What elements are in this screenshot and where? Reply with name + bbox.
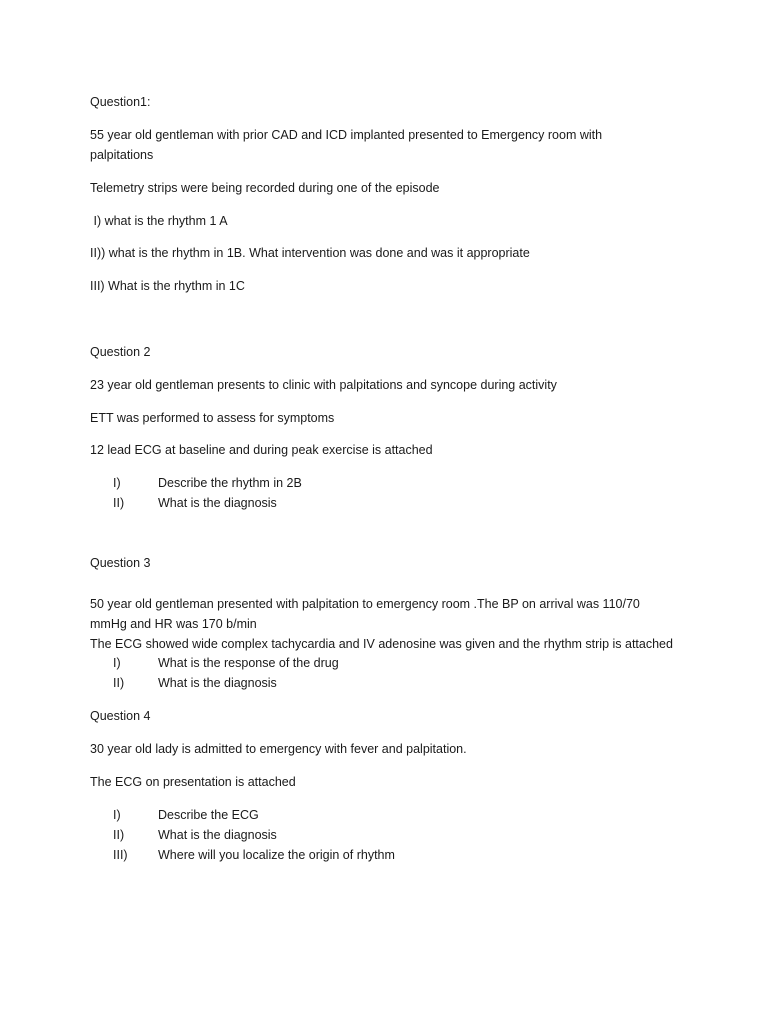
question-4-item <box>113 825 277 845</box>
list-number: I) <box>113 656 121 670</box>
list-number: II) <box>113 676 125 690</box>
question-2-item <box>113 473 302 493</box>
question-1-context: Telemetry strips were being recorded during one of the episode <box>90 181 440 195</box>
question-2-test: ETT was performed to assess for symptoms <box>90 411 335 425</box>
question-1-title: Question1: <box>90 95 151 109</box>
question-3-case: 50 year old gentleman presented with palpitation to emergency room .The BP on arrival was 110/70 mmHg and HR was 170 b/min <box>90 597 640 631</box>
list-text: What is the response of the drug <box>158 656 339 670</box>
question-2-case: 23 year old gentleman presents to clinic with palpitations and syncope during activity <box>90 378 557 392</box>
question-1-part-3: III) What is the rhythm in 1C <box>90 279 245 293</box>
list-text: Describe the ECG <box>158 808 259 822</box>
list-number: I) <box>113 808 121 822</box>
question-3-ecg: The ECG showed wide complex tachycardia and IV adenosine was given and the rhythm strip is attached <box>90 637 673 651</box>
question-2-ecg: 12 lead ECG at baseline and during peak exercise is attached <box>90 443 433 457</box>
list-text: Describe the rhythm in 2B <box>158 476 302 490</box>
list-number: III) <box>113 848 128 862</box>
list-text: What is the diagnosis <box>158 496 277 510</box>
question-1-part-1: I) what is the rhythm 1 A <box>90 214 228 228</box>
question-2-item <box>113 493 277 513</box>
question-3-item <box>113 653 339 673</box>
question-4-item <box>113 805 259 825</box>
question-4-item <box>113 845 395 865</box>
list-text: Where will you localize the origin of rhythm <box>158 848 395 862</box>
question-1-case: 55 year old gentleman with prior CAD and ICD implanted presented to Emergency room with palpitations <box>90 128 603 162</box>
list-text: What is the diagnosis <box>158 676 277 690</box>
question-3-title: Question 3 <box>90 556 151 570</box>
question-2-title: Question 2 <box>90 345 151 359</box>
question-4-title: Question 4 <box>90 709 151 723</box>
question-1-part-2: II)) what is the rhythm in 1B. What intervention was done and was it appropriate <box>90 246 530 260</box>
list-number: I) <box>113 476 121 490</box>
question-4-case: 30 year old lady is admitted to emergency with fever and palpitation. <box>90 742 467 756</box>
list-number: II) <box>113 496 125 510</box>
list-number: II) <box>113 828 125 842</box>
question-4-ecg: The ECG on presentation is attached <box>90 775 296 789</box>
list-text: What is the diagnosis <box>158 828 277 842</box>
question-3-item <box>113 673 277 693</box>
